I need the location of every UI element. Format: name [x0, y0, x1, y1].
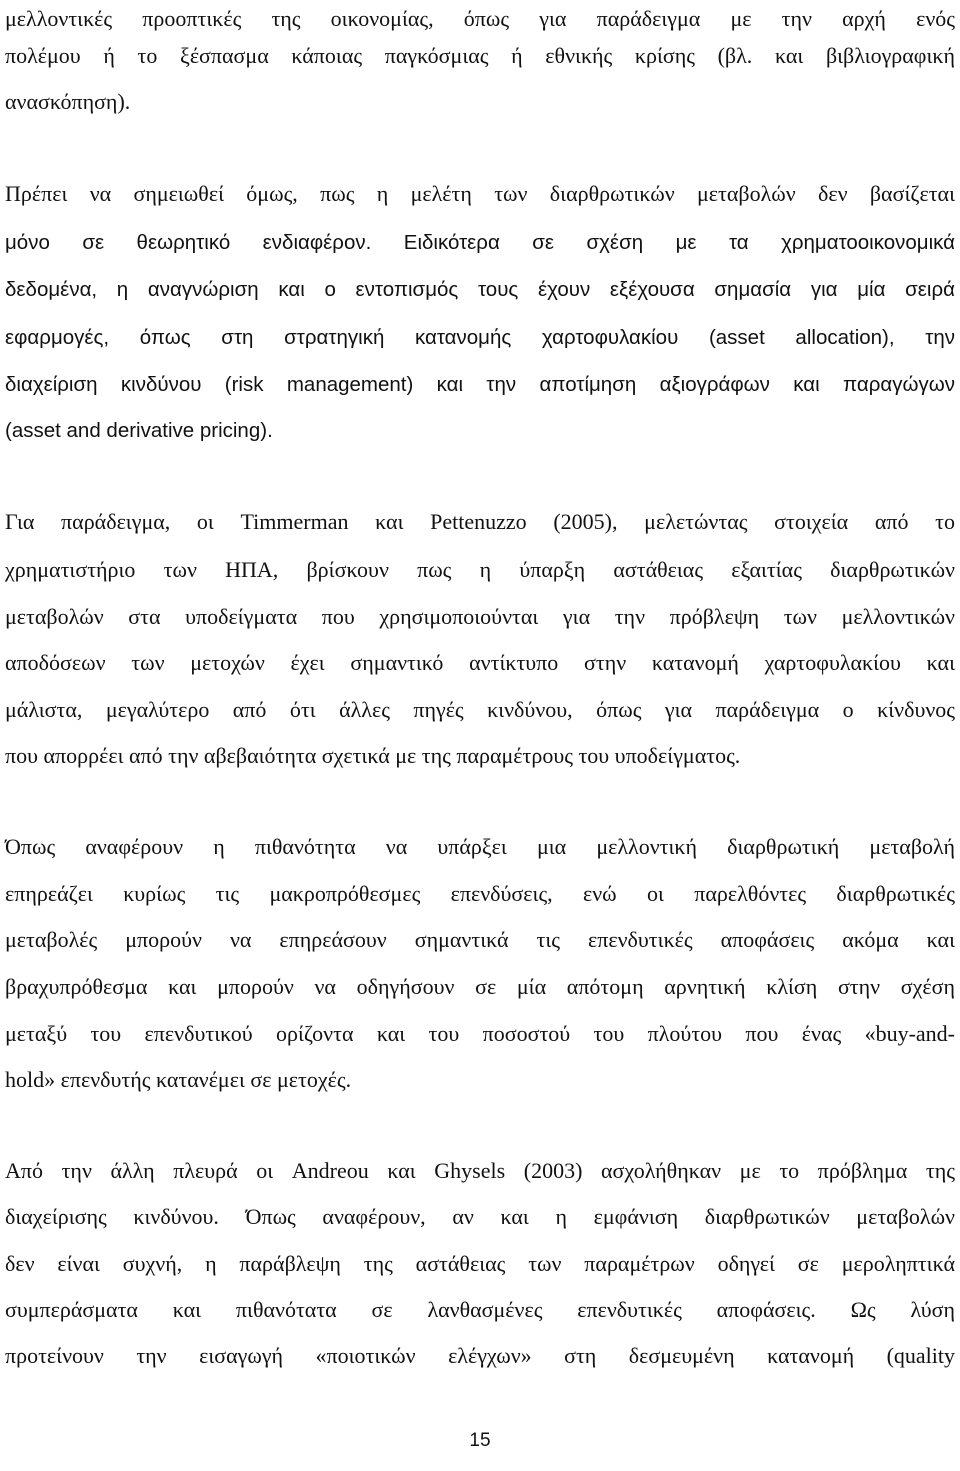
paragraph-5-line-1: Από την άλλη πλευρά οι Andreou και Ghysels (2003) ασχολήθηκαν με το πρόβλημα της [5, 1158, 955, 1183]
paragraph-2-line-2: μόνο σε θεωρητικό ενδιαφέρον. Ειδικότερα σε σχέση με τα χρηματοοικονομικά [5, 231, 955, 254]
paragraph-5-line-2: διαχείρισης κινδύνου. Όπως αναφέρουν, αν και η εμφάνιση διαρθρωτικών μεταβολών [5, 1204, 955, 1229]
paragraph-2-line-5: διαχείριση κινδύνου (risk management) και την αποτίμηση αξιογράφων και παραγώγων [5, 373, 955, 396]
paragraph-2-line-6: (asset and derivative pricing). [5, 419, 273, 442]
paragraph-3-line-1: Για παράδειγμα, οι Timmerman και Pettenuzzo (2005), μελετώντας στοιχεία από το [5, 509, 955, 534]
paragraph-1-line-3: ανασκόπηση). [5, 89, 131, 114]
paragraph-4-line-2: επηρεάζει κυρίως τις μακροπρόθεσμες επενδύσεις, ενώ οι παρελθόντες διαρθρωτικές [5, 881, 955, 906]
paragraph-2-line-1: Πρέπει να σημειωθεί όμως, πως η μελέτη των διαρθρωτικών μεταβολών δεν βασίζεται [5, 181, 955, 206]
paragraph-5-line-3: δεν είναι συχνή, η παράβλεψη της αστάθειας των παραμέτρων οδηγεί σε μεροληπτικά [5, 1251, 955, 1276]
paragraph-3-line-2: χρηματιστήριο των ΗΠΑ, βρίσκουν πως η ύπαρξη αστάθειας εξαιτίας διαρθρωτικών [5, 557, 955, 582]
paragraph-5-line-4: συμπεράσματα και πιθανότατα σε λανθασμένες επενδυτικές αποφάσεις. Ως λύση [5, 1297, 955, 1322]
paragraph-1-line-1: μελλοντικές προοπτικές της οικονομίας, όπως για παράδειγμα με την αρχή ενός [5, 6, 955, 31]
paragraph-3-line-6: που απορρέει από την αβεβαιότητα σχετικά με της παραμέτρους του υποδείγματος. [5, 743, 741, 768]
paragraph-4-line-3: μεταβολές μπορούν να επηρεάσουν σημαντικά τις επενδυτικές αποφάσεις ακόμα και [5, 927, 955, 952]
paragraph-3-line-3: μεταβολών στα υποδείγματα που χρησιμοποιούνται για την πρόβλεψη των μελλοντικών [5, 604, 955, 629]
page-number: 15 [469, 1430, 491, 1451]
paragraph-4-line-5: μεταξύ του επενδυτικού ορίζοντα και του ποσοστού του πλούτου που ένας «buy-and- [5, 1021, 955, 1046]
paragraph-2-line-3: δεδομένα, η αναγνώριση και ο εντοπισμός τους έχουν εξέχουσα σημασία για μία σειρά [5, 278, 955, 301]
paragraph-5-line-5: προτείνουν την εισαγωγή «ποιοτικών ελέγχων» στη δεσμευμένη κατανομή (quality [5, 1343, 955, 1368]
paragraph-1-line-2: πολέμου ή το ξέσπασμα κάποιας παγκόσμιας ή εθνικής κρίσης (βλ. και βιβλιογραφική [5, 43, 955, 68]
paragraph-4-line-1: Όπως αναφέρουν η πιθανότητα να υπάρξει μια μελλοντική διαρθρωτική μεταβολή [5, 834, 955, 859]
paragraph-2-line-4: εφαρμογές, όπως στη στρατηγική κατανομής χαρτοφυλακίου (asset allocation), την [5, 326, 955, 349]
paragraph-4-line-4: βραχυπρόθεσμα και μπορούν να οδηγήσουν σε μία απότομη αρνητική κλίση στην σχέση [5, 974, 955, 999]
paragraph-4-line-6: hold» επενδυτής κατανέμει σε μετοχές. [5, 1067, 352, 1092]
paragraph-3-line-5: μάλιστα, μεγαλύτερο από ότι άλλες πηγές κινδύνου, όπως για παράδειγμα ο κίνδυνος [5, 697, 955, 722]
paragraph-3-line-4: αποδόσεων των μετοχών έχει σημαντικό αντίκτυπο στην κατανομή χαρτοφυλακίου και [5, 650, 955, 675]
